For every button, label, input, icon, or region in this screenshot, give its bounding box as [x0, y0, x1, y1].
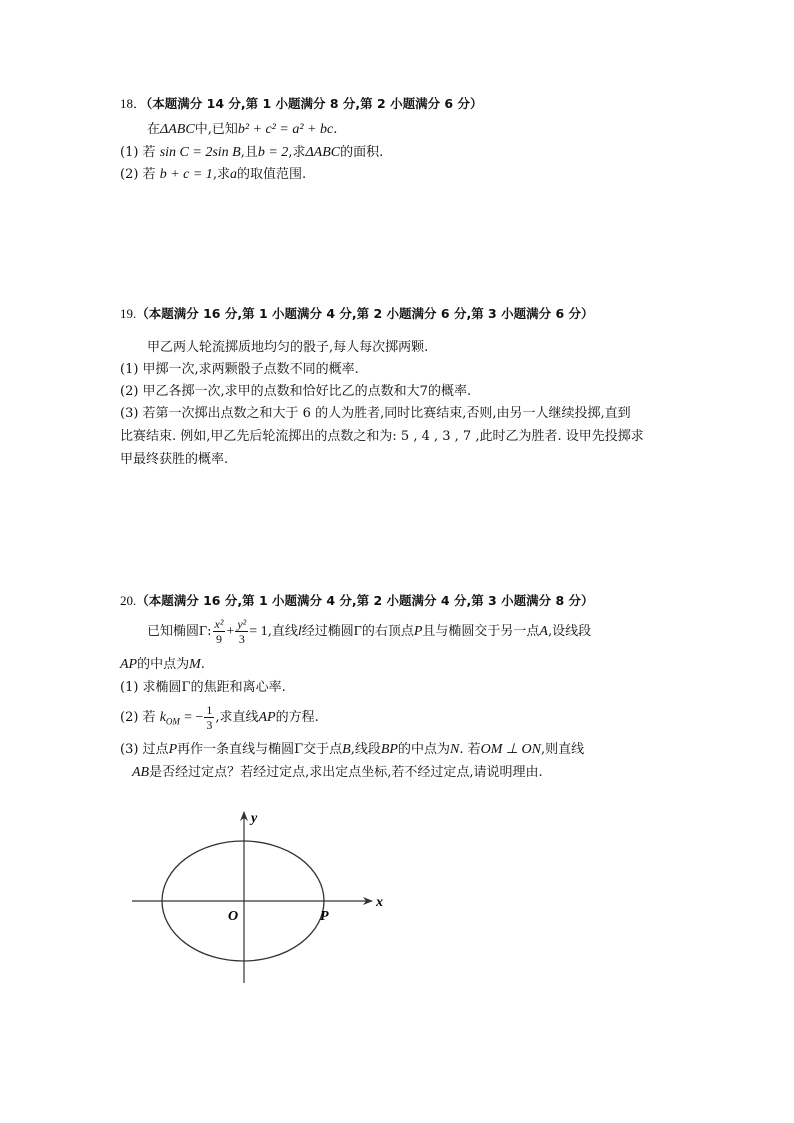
q20-number: 20. — [120, 593, 137, 608]
q20-part-3: (3) 过点P再作一条直线与椭圆Γ交于点B,线段BP的中点为N. 若OM ⊥ ON,则直线 — [120, 742, 585, 757]
point-p-label: P — [320, 909, 329, 924]
q19-number: 19. — [120, 306, 137, 321]
q19-stem: 甲乙两人轮流掷质地均匀的骰子,每人每次掷两颗. — [147, 340, 429, 355]
x2-over-9-fraction: $\frac{\text{x²}}{9}$ — [214, 617, 224, 646]
x-axis-label: x — [376, 895, 383, 910]
q18-number: 18． — [120, 96, 147, 111]
q19-part-3-line-1: (3) 若第一次掷出点数之和大于 6 的人为胜者,同时比赛结束,否则,由另一人继续投掷,直到 — [120, 406, 631, 421]
q19-part-3-line-3: 甲最终获胜的概率. — [120, 452, 229, 467]
y-axis-label: y — [251, 811, 258, 826]
q18-part-1: (1) 若 sin C = 2sin B,且b = 2,求ΔABC的面积. — [120, 145, 384, 160]
q20-part-3-line-2: AB是否经过定点？若经过定点,求出定点坐标,若不经过定点,请说明理由. — [132, 765, 543, 780]
q20-header: 20.（本题满分 16 分,第 1 小题满分 4 分,第 2 小题满分 4 分,第 3 小题满分 8 分） — [120, 593, 594, 608]
q19-part-2: (2) 甲乙各掷一次,求甲的点数和恰好比乙的点数和大7的概率. — [120, 384, 472, 399]
q18-header: 18．（本题满分 14 分,第 1 小题满分 8 分,第 2 小题满分 6 分） — [120, 96, 483, 111]
q19-part-1: (1) 甲掷一次,求两颗骰子点数不同的概率. — [120, 362, 359, 377]
q20-part-2: (2) 若 $k_{OM}$ = − $\frac{1}{3}$ ,求直线AP的方程. — [120, 703, 319, 732]
ellipse-figure — [120, 800, 400, 990]
q18-part-2: (2) 若 b + c = 1,求a的取值范围. — [120, 167, 307, 182]
q19-part-3-line-2: 比赛结束. 例如,甲乙先后轮流掷出的点数之和为: 5 , 4 , 3 , 7 ,此时乙为胜者. 设甲先投掷求 — [120, 429, 644, 444]
origin-label: O — [228, 909, 239, 924]
q20-part-1: (1) 求椭圆Γ的焦距和离心率. — [120, 680, 286, 695]
q20-stem: 已知椭圆Γ: $\frac{\text{x²}}{9}$ + $\frac{\text{y²}}{3}$ = 1,直线l经过椭圆Γ的右顶点P且与椭圆交于另一点A,设线段 — [147, 617, 592, 646]
q18-stem: 在ΔABC中,已知b² + c² = a² + bc. — [147, 122, 338, 137]
y2-over-3-fraction: $\frac{\text{y²}}{3}$ — [237, 617, 247, 646]
one-third-fraction: $\frac{1}{3}$ — [206, 703, 213, 732]
q19-header: 19.（本题满分 16 分,第 1 小题满分 4 分,第 2 小题满分 6 分,第 3 小题满分 6 分） — [120, 306, 594, 321]
q20-stem-line-2: AP的中点为M. — [120, 657, 205, 672]
